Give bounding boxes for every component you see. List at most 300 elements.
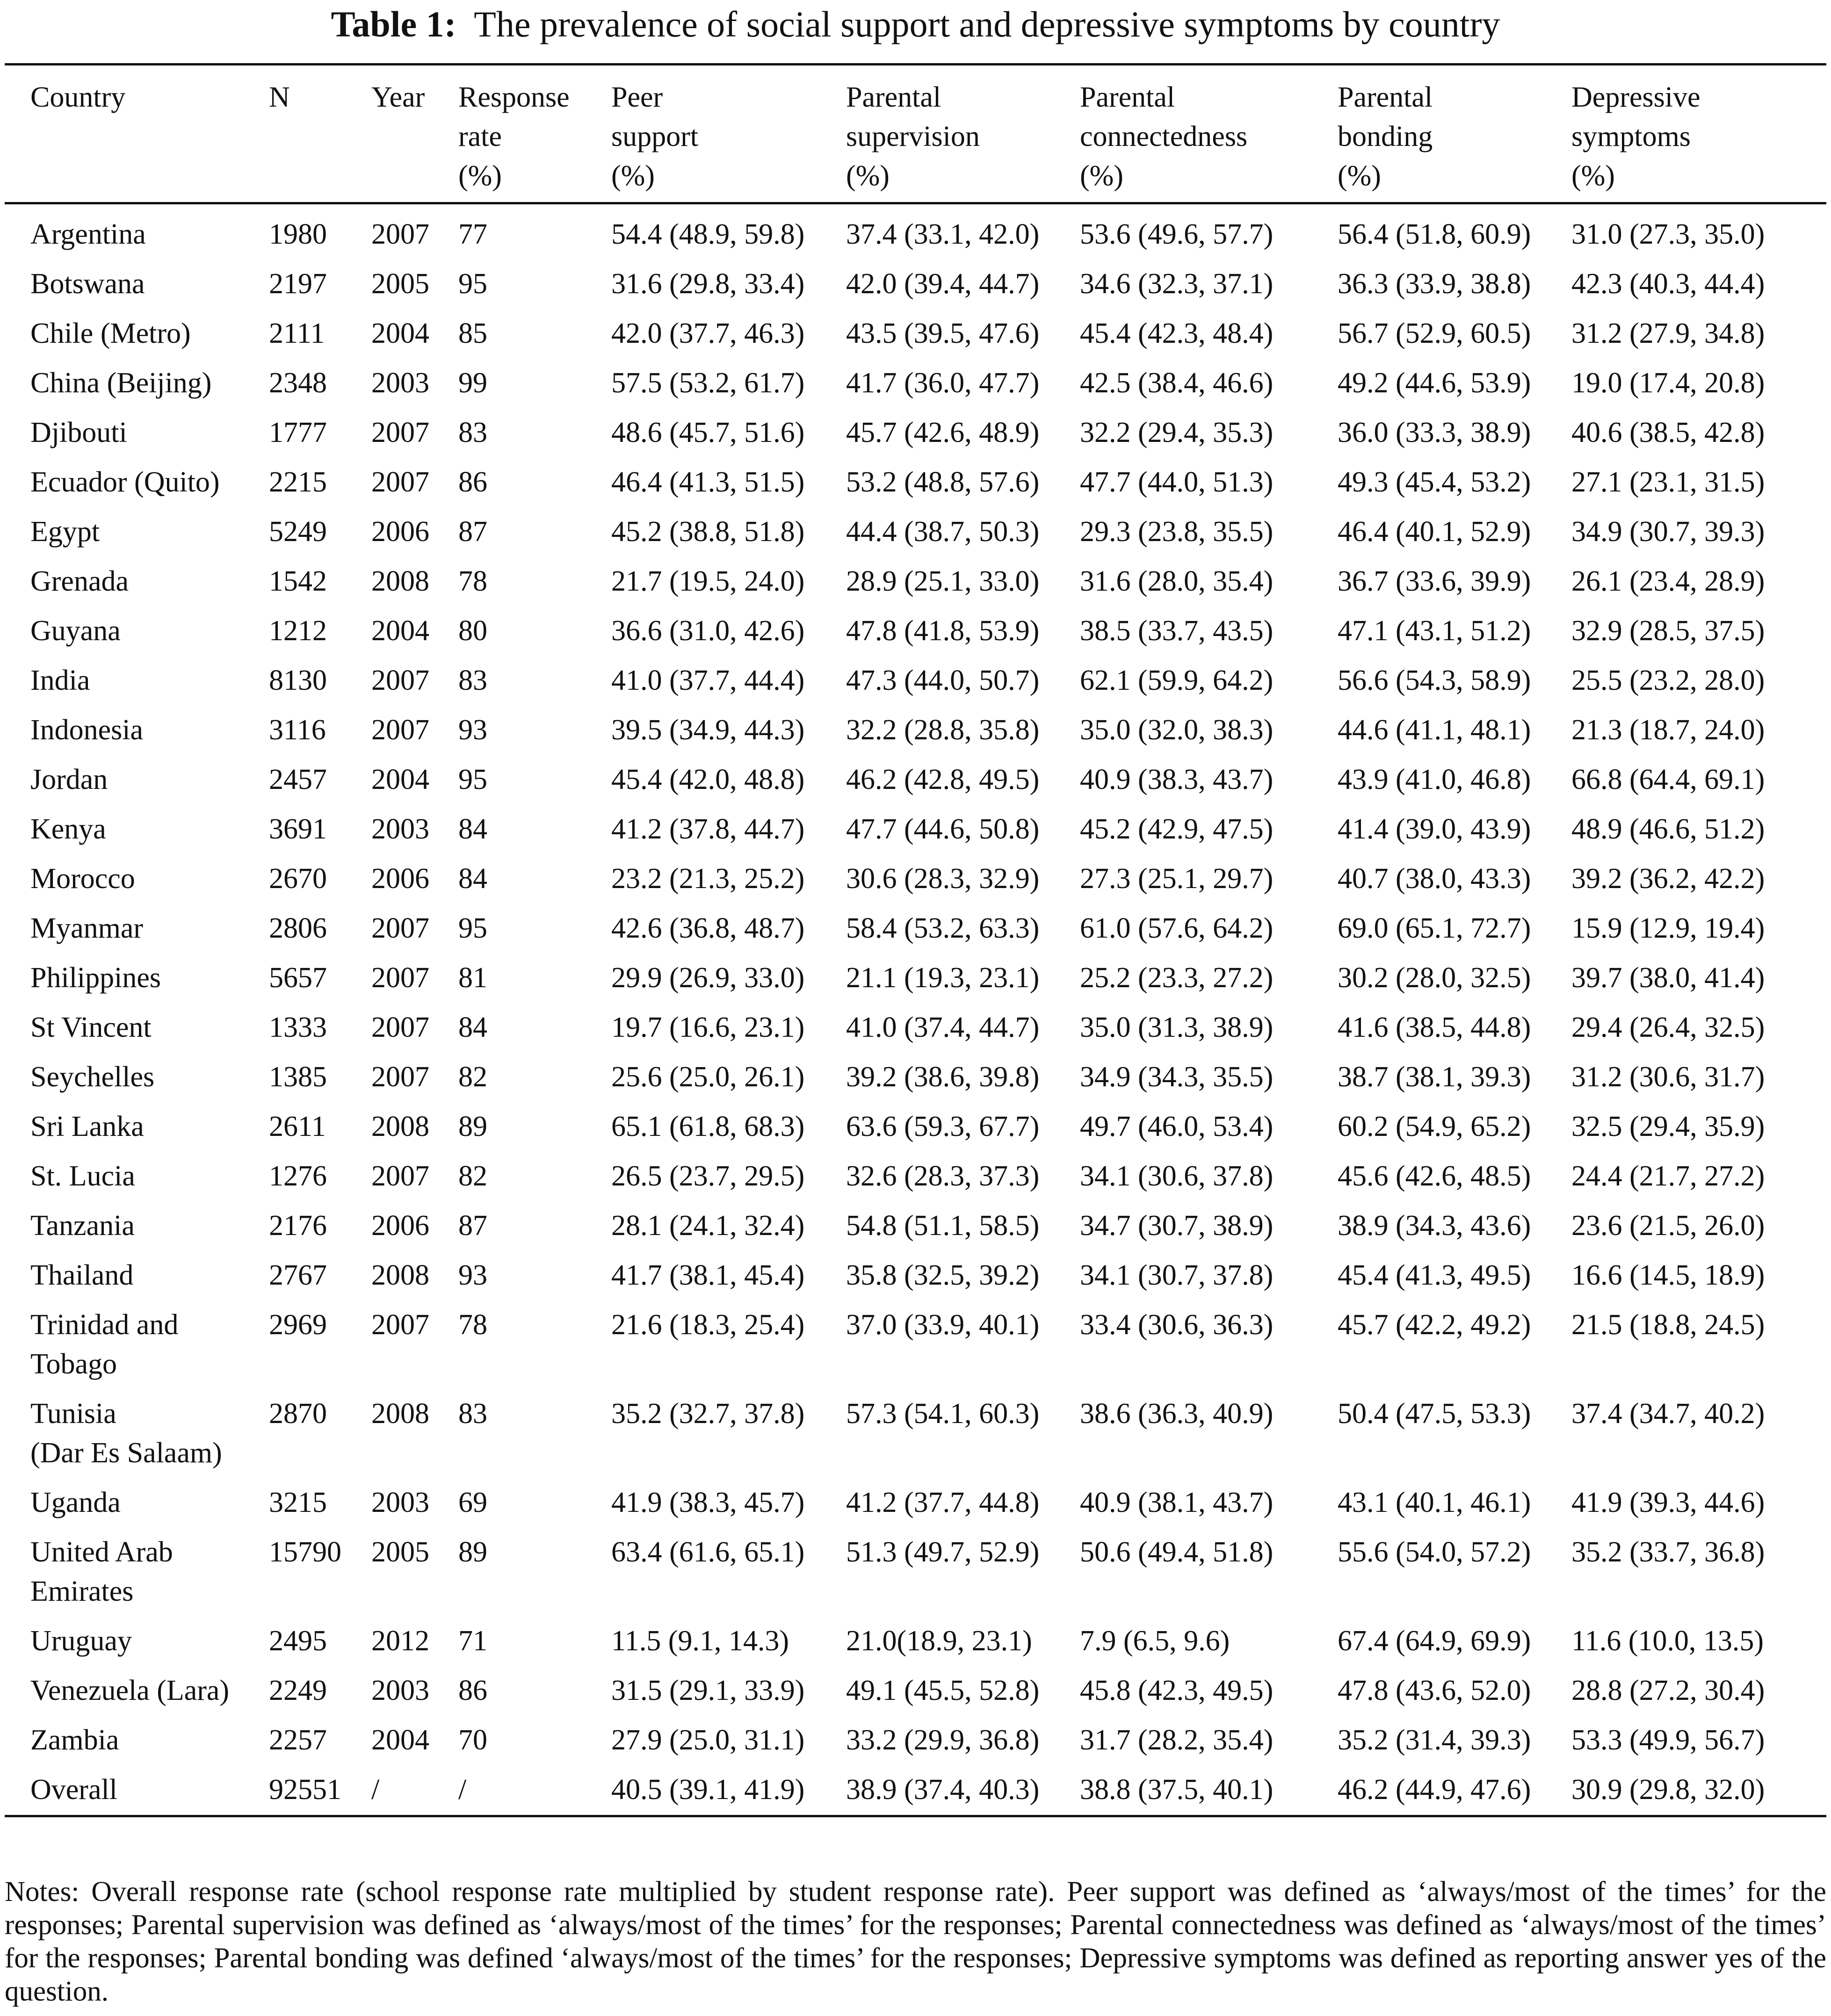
n-cell: 2495 [269, 1625, 327, 1657]
year-cell: 2007 [371, 466, 429, 498]
response-rate-cell: 85 [458, 318, 487, 349]
year-cell: 2012 [371, 1625, 429, 1657]
depressive-symptoms-cell: 27.1 (23.1, 31.5) [1571, 466, 1765, 498]
parental-bonding-cell: 44.6 (41.1, 48.1) [1338, 714, 1531, 746]
country-name-line: Tanzania [30, 1210, 135, 1242]
header-line: support [611, 121, 698, 152]
table-row [5, 1152, 1826, 1201]
country-cell [5, 1003, 269, 1053]
parental-supervision-cell: 32.2 (28.8, 35.8) [846, 714, 1040, 746]
parental-connectedness-cell: 45.2 (42.9, 47.5) [1080, 813, 1274, 845]
depressive-symptoms-cell: 23.6 (21.5, 26.0) [1571, 1210, 1765, 1242]
country-name-line: Argentina [30, 218, 146, 250]
table-row [5, 1102, 1826, 1152]
depressive-symptoms-cell: 24.4 (21.7, 27.2) [1571, 1160, 1765, 1192]
parental-bonding-cell: 67.4 (64.9, 69.9) [1338, 1625, 1531, 1657]
depressive-symptoms-cell: 21.3 (18.7, 24.0) [1571, 714, 1765, 746]
depressive-symptoms-cell: 15.9 (12.9, 19.4) [1571, 912, 1765, 944]
parental-bonding-cell: 47.1 (43.1, 51.2) [1338, 615, 1531, 647]
response-rate-cell: 86 [458, 466, 487, 498]
header-line: (%) [611, 160, 655, 192]
peer-support-cell: 65.1 (61.8, 68.3) [611, 1111, 805, 1142]
n-cell: 2176 [269, 1210, 327, 1242]
depressive-symptoms-cell: 35.2 (33.7, 36.8) [1571, 1536, 1765, 1568]
parental-connectedness-cell: 34.7 (30.7, 38.9) [1080, 1210, 1274, 1242]
year-cell: 2004 [371, 318, 429, 349]
response-rate-cell: 83 [458, 665, 487, 696]
response-rate-cell: 95 [458, 764, 487, 795]
response-rate-cell: 89 [458, 1111, 487, 1142]
parental-connectedness-cell: 35.0 (32.0, 38.3) [1080, 714, 1274, 746]
year-cell: 2005 [371, 1536, 429, 1568]
table-body [5, 203, 1826, 1816]
response-rate-cell: 93 [458, 1259, 487, 1291]
country-cell [5, 755, 269, 805]
n-cell: 1385 [269, 1061, 327, 1093]
response-rate-cell: 95 [458, 912, 487, 944]
peer-support-cell: 45.4 (42.0, 48.8) [611, 764, 805, 795]
country-cell [5, 1201, 269, 1251]
parental-bonding-cell: 38.7 (38.1, 39.3) [1338, 1061, 1531, 1093]
parental-supervision-cell: 38.9 (37.4, 40.3) [846, 1774, 1040, 1806]
n-cell: 2215 [269, 466, 327, 498]
parental-supervision-cell: 41.0 (37.4, 44.7) [846, 1012, 1040, 1043]
country-name-line: India [30, 665, 90, 696]
n-cell: 1276 [269, 1160, 327, 1192]
n-cell: 1542 [269, 565, 327, 597]
response-rate-cell: 87 [458, 516, 487, 548]
parental-connectedness-cell: 38.8 (37.5, 40.1) [1080, 1774, 1274, 1806]
country-cell [5, 1716, 269, 1765]
parental-bonding-cell: 45.6 (42.6, 48.5) [1338, 1160, 1531, 1192]
peer-support-cell: 57.5 (53.2, 61.7) [611, 367, 805, 399]
parental-connectedness-cell: 34.1 (30.7, 37.8) [1080, 1259, 1274, 1291]
table-header [5, 65, 1826, 203]
year-cell: 2003 [371, 813, 429, 845]
depressive-symptoms-cell: 28.8 (27.2, 30.4) [1571, 1675, 1765, 1706]
header-line: Depressive [1571, 81, 1701, 113]
depressive-symptoms-cell: 25.5 (23.2, 28.0) [1571, 665, 1765, 696]
depressive-symptoms-cell: 39.7 (38.0, 41.4) [1571, 962, 1765, 994]
parental-bonding-cell: 35.2 (31.4, 39.3) [1338, 1724, 1531, 1756]
table-row [5, 557, 1826, 607]
country-name-line: Zambia [30, 1724, 119, 1756]
header-row [5, 65, 1826, 203]
parental-bonding-cell: 30.2 (28.0, 32.5) [1338, 962, 1531, 994]
country-cell [5, 203, 269, 260]
country-cell [5, 1102, 269, 1152]
country-name-line: Kenya [30, 813, 106, 845]
year-cell: 2005 [371, 268, 429, 300]
header-line: Peer [611, 81, 663, 113]
year-cell: 2004 [371, 615, 429, 647]
parental-connectedness-cell: 38.6 (36.3, 40.9) [1080, 1398, 1274, 1430]
header-depressive-symptoms [1571, 65, 1826, 203]
parental-bonding-cell: 45.4 (41.3, 49.5) [1338, 1259, 1531, 1291]
year-cell: 2007 [371, 1061, 429, 1093]
n-cell: 92551 [269, 1774, 341, 1806]
country-cell [5, 1666, 269, 1716]
country-cell [5, 1389, 269, 1478]
n-cell: 2348 [269, 367, 327, 399]
parental-bonding-cell: 56.4 (51.8, 60.9) [1338, 218, 1531, 250]
parental-bonding-cell: 69.0 (65.1, 72.7) [1338, 912, 1531, 944]
parental-connectedness-cell: 27.3 (25.1, 29.7) [1080, 863, 1274, 895]
table-caption [0, 0, 1831, 53]
country-cell [5, 1765, 269, 1816]
country-cell [5, 805, 269, 854]
country-name-line: United Arab [30, 1536, 173, 1568]
country-name-line: Uruguay [30, 1625, 132, 1657]
parental-supervision-cell: 58.4 (53.2, 63.3) [846, 912, 1040, 944]
n-cell: 2249 [269, 1675, 327, 1706]
peer-support-cell: 28.1 (24.1, 32.4) [611, 1210, 805, 1242]
n-cell: 2257 [269, 1724, 327, 1756]
parental-connectedness-cell: 34.6 (32.3, 37.1) [1080, 268, 1274, 300]
n-cell: 3116 [269, 714, 326, 746]
depressive-symptoms-cell: 31.2 (30.6, 31.7) [1571, 1061, 1765, 1093]
table-row [5, 1201, 1826, 1251]
table-row [5, 706, 1826, 755]
table-row [5, 1528, 1826, 1617]
country-name-line: Grenada [30, 565, 129, 597]
header-line: (%) [846, 160, 890, 192]
table-row [5, 203, 1826, 260]
parental-connectedness-cell: 34.9 (34.3, 35.5) [1080, 1061, 1274, 1093]
country-cell [5, 458, 269, 507]
response-rate-cell: 78 [458, 1309, 487, 1341]
year-cell: 2007 [371, 714, 429, 746]
peer-support-cell: 45.2 (38.8, 51.8) [611, 516, 805, 548]
peer-support-cell: 35.2 (32.7, 37.8) [611, 1398, 805, 1430]
response-rate-cell: 82 [458, 1061, 487, 1093]
parental-connectedness-cell: 50.6 (49.4, 51.8) [1080, 1536, 1274, 1568]
country-name-line: Venezuela (Lara) [30, 1675, 230, 1706]
table-row [5, 755, 1826, 805]
parental-bonding-cell: 46.2 (44.9, 47.6) [1338, 1774, 1531, 1806]
country-name-line: Morocco [30, 863, 135, 895]
header-parental-connectedness [1080, 65, 1338, 203]
table-row [5, 309, 1826, 359]
year-cell: 2007 [371, 1309, 429, 1341]
depressive-symptoms-cell: 32.5 (29.4, 35.9) [1571, 1111, 1765, 1142]
parental-connectedness-cell: 25.2 (23.3, 27.2) [1080, 962, 1274, 994]
parental-supervision-cell: 63.6 (59.3, 67.7) [846, 1111, 1040, 1142]
parental-connectedness-cell: 62.1 (59.9, 64.2) [1080, 665, 1274, 696]
table-row [5, 805, 1826, 854]
country-cell [5, 1478, 269, 1528]
response-rate-cell: 78 [458, 565, 487, 597]
table-row [5, 1666, 1826, 1716]
header-line: bonding [1338, 121, 1433, 152]
parental-connectedness-cell: 34.1 (30.6, 37.8) [1080, 1160, 1274, 1192]
peer-support-cell: 31.6 (29.8, 33.4) [611, 268, 805, 300]
response-rate-cell: 87 [458, 1210, 487, 1242]
depressive-symptoms-cell: 37.4 (34.7, 40.2) [1571, 1398, 1765, 1430]
depressive-symptoms-cell: 16.6 (14.5, 18.9) [1571, 1259, 1765, 1291]
depressive-symptoms-cell: 19.0 (17.4, 20.8) [1571, 367, 1765, 399]
parental-bonding-cell: 60.2 (54.9, 65.2) [1338, 1111, 1531, 1142]
parental-connectedness-cell: 45.4 (42.3, 48.4) [1080, 318, 1274, 349]
parental-supervision-cell: 37.4 (33.1, 42.0) [846, 218, 1040, 250]
peer-support-cell: 36.6 (31.0, 42.6) [611, 615, 805, 647]
n-cell: 5249 [269, 516, 327, 548]
parental-bonding-cell: 49.3 (45.4, 53.2) [1338, 466, 1531, 498]
peer-support-cell: 27.9 (25.0, 31.1) [611, 1724, 805, 1756]
header-line: Year [371, 81, 425, 113]
country-cell [5, 954, 269, 1003]
country-name-line: Myanmar [30, 912, 144, 944]
depressive-symptoms-cell: 42.3 (40.3, 44.4) [1571, 268, 1765, 300]
country-cell [5, 1617, 269, 1666]
depressive-symptoms-cell: 29.4 (26.4, 32.5) [1571, 1012, 1765, 1043]
country-cell [5, 1301, 269, 1389]
parental-supervision-cell: 45.7 (42.6, 48.9) [846, 417, 1040, 448]
n-cell: 2870 [269, 1398, 327, 1430]
header-line: (%) [1338, 160, 1381, 192]
header-line: Parental [1080, 81, 1175, 113]
parental-bonding-cell: 55.6 (54.0, 57.2) [1338, 1536, 1531, 1568]
parental-supervision-cell: 49.1 (45.5, 52.8) [846, 1675, 1040, 1706]
country-cell [5, 854, 269, 904]
parental-connectedness-cell: 7.9 (6.5, 9.6) [1080, 1625, 1230, 1657]
year-cell: 2006 [371, 516, 429, 548]
peer-support-cell: 42.0 (37.7, 46.3) [611, 318, 805, 349]
parental-bonding-cell: 46.4 (40.1, 52.9) [1338, 516, 1531, 548]
parental-supervision-cell: 54.8 (51.1, 58.5) [846, 1210, 1040, 1242]
country-cell [5, 607, 269, 656]
n-cell: 2670 [269, 863, 327, 895]
parental-connectedness-cell: 40.9 (38.3, 43.7) [1080, 764, 1274, 795]
header-line: (%) [458, 160, 502, 192]
parental-supervision-cell: 30.6 (28.3, 32.9) [846, 863, 1040, 895]
table-row [5, 1478, 1826, 1528]
table-row [5, 1765, 1826, 1816]
header-line: rate [458, 121, 502, 152]
parental-supervision-cell: 57.3 (54.1, 60.3) [846, 1398, 1040, 1430]
year-cell: 2003 [371, 1487, 429, 1518]
parental-connectedness-cell: 42.5 (38.4, 46.6) [1080, 367, 1274, 399]
header-line: Country [30, 81, 126, 113]
country-cell [5, 507, 269, 557]
year-cell: 2004 [371, 764, 429, 795]
n-cell: 8130 [269, 665, 327, 696]
header-line: N [269, 81, 290, 113]
table-row [5, 1053, 1826, 1102]
table-row [5, 1003, 1826, 1053]
parental-supervision-cell: 33.2 (29.9, 36.8) [846, 1724, 1040, 1756]
parental-bonding-cell: 47.8 (43.6, 52.0) [1338, 1675, 1531, 1706]
table-row [5, 954, 1826, 1003]
response-rate-cell: 84 [458, 1012, 487, 1043]
country-cell [5, 1152, 269, 1201]
country-cell [5, 260, 269, 309]
depressive-symptoms-cell: 48.9 (46.6, 51.2) [1571, 813, 1765, 845]
parental-supervision-cell: 35.8 (32.5, 39.2) [846, 1259, 1040, 1291]
table-row [5, 904, 1826, 954]
table-row [5, 1301, 1826, 1389]
parental-bonding-cell: 36.0 (33.3, 38.9) [1338, 417, 1531, 448]
n-cell: 2457 [269, 764, 327, 795]
year-cell: 2003 [371, 1675, 429, 1706]
country-name-line: Overall [30, 1774, 117, 1806]
n-cell: 1980 [269, 218, 327, 250]
year-cell: 2006 [371, 1210, 429, 1242]
country-name-line: Uganda [30, 1487, 121, 1518]
n-cell: 3691 [269, 813, 327, 845]
peer-support-cell: 41.9 (38.3, 45.7) [611, 1487, 805, 1518]
peer-support-cell: 21.6 (18.3, 25.4) [611, 1309, 805, 1341]
country-cell [5, 309, 269, 359]
depressive-symptoms-cell: 32.9 (28.5, 37.5) [1571, 615, 1765, 647]
parental-supervision-cell: 46.2 (42.8, 49.5) [846, 764, 1040, 795]
response-rate-cell: 83 [458, 417, 487, 448]
country-cell [5, 1251, 269, 1301]
year-cell: 2006 [371, 863, 429, 895]
response-rate-cell: 99 [458, 367, 487, 399]
depressive-symptoms-cell: 30.9 (29.8, 32.0) [1571, 1774, 1765, 1806]
depressive-symptoms-cell: 31.0 (27.3, 35.0) [1571, 218, 1765, 250]
country-name-line: Philippines [30, 962, 161, 994]
peer-support-cell: 39.5 (34.9, 44.3) [611, 714, 805, 746]
header-line: (%) [1080, 160, 1123, 192]
n-cell: 5657 [269, 962, 327, 994]
header-line: Parental [1338, 81, 1433, 113]
response-rate-cell: 70 [458, 1724, 487, 1756]
table-row [5, 854, 1826, 904]
header-line: (%) [1571, 160, 1615, 192]
table-notes: Notes: Overall response rate (school response rate multiplied by student response rate). Peer support was defined as ‘always/most of the times’ for the responses; Parental supervision was defined as ‘always/most of the times’ for the responses; Parental connectedness was defined as ‘always/most of the times’ for the responses; Parental bonding was defined ‘always/most of the times’ for the responses; Depressive symptoms was defined as reporting answer yes of the question. [5, 1876, 1826, 2007]
header-line: Parental [846, 81, 941, 113]
country-name-line: St. Lucia [30, 1160, 135, 1192]
header-n [269, 65, 371, 203]
country-name-line: (Dar Es Salaam) [30, 1437, 222, 1469]
parental-connectedness-cell: 38.5 (33.7, 43.5) [1080, 615, 1274, 647]
parental-supervision-cell: 47.3 (44.0, 50.7) [846, 665, 1040, 696]
parental-connectedness-cell: 32.2 (29.4, 35.3) [1080, 417, 1274, 448]
table-label: Table 1: [331, 4, 456, 44]
country-name-line: Djibouti [30, 417, 127, 448]
n-cell: 2767 [269, 1259, 327, 1291]
table-row [5, 1389, 1826, 1478]
year-cell: 2007 [371, 665, 429, 696]
parental-connectedness-cell: 49.7 (46.0, 53.4) [1080, 1111, 1274, 1142]
parental-supervision-cell: 53.2 (48.8, 57.6) [846, 466, 1040, 498]
response-rate-cell: 80 [458, 615, 487, 647]
parental-bonding-cell: 49.2 (44.6, 53.9) [1338, 367, 1531, 399]
parental-supervision-cell: 41.7 (36.0, 47.7) [846, 367, 1040, 399]
header-line: symptoms [1571, 121, 1691, 152]
depressive-symptoms-cell: 31.2 (27.9, 34.8) [1571, 318, 1765, 349]
depressive-symptoms-cell: 11.6 (10.0, 13.5) [1571, 1625, 1764, 1657]
parental-supervision-cell: 37.0 (33.9, 40.1) [846, 1309, 1040, 1341]
table-row [5, 359, 1826, 408]
year-cell: 2007 [371, 962, 429, 994]
peer-support-cell: 46.4 (41.3, 51.5) [611, 466, 805, 498]
parental-supervision-cell: 42.0 (39.4, 44.7) [846, 268, 1040, 300]
peer-support-cell: 11.5 (9.1, 14.3) [611, 1625, 789, 1657]
response-rate-cell: 82 [458, 1160, 487, 1192]
country-cell [5, 557, 269, 607]
country-name-line: Jordan [30, 764, 108, 795]
peer-support-cell: 25.6 (25.0, 26.1) [611, 1061, 805, 1093]
peer-support-cell: 41.0 (37.7, 44.4) [611, 665, 805, 696]
country-name-line: Seychelles [30, 1061, 155, 1093]
table-row [5, 1251, 1826, 1301]
year-cell: / [371, 1774, 380, 1806]
peer-support-cell: 42.6 (36.8, 48.7) [611, 912, 805, 944]
n-cell: 1212 [269, 615, 327, 647]
header-line: connectedness [1080, 121, 1248, 152]
n-cell: 2111 [269, 318, 325, 349]
depressive-symptoms-cell: 66.8 (64.4, 69.1) [1571, 764, 1765, 795]
country-name-line: Chile (Metro) [30, 318, 191, 349]
parental-supervision-cell: 51.3 (49.7, 52.9) [846, 1536, 1040, 1568]
country-name-line: China (Beijing) [30, 367, 212, 399]
year-cell: 2007 [371, 912, 429, 944]
year-cell: 2007 [371, 1160, 429, 1192]
country-name-line: Ecuador (Quito) [30, 466, 220, 498]
response-rate-cell: / [458, 1774, 467, 1806]
country-name-line: Botswana [30, 268, 145, 300]
parental-bonding-cell: 56.6 (54.3, 58.9) [1338, 665, 1531, 696]
country-cell [5, 1528, 269, 1617]
header-country [5, 65, 269, 203]
header-response-rate [458, 65, 611, 203]
peer-support-cell: 54.4 (48.9, 59.8) [611, 218, 805, 250]
parental-bonding-cell: 50.4 (47.5, 53.3) [1338, 1398, 1531, 1430]
parental-bonding-cell: 45.7 (42.2, 49.2) [1338, 1309, 1531, 1341]
table-row [5, 408, 1826, 458]
header-line: Response [458, 81, 570, 113]
response-rate-cell: 84 [458, 863, 487, 895]
n-cell: 3215 [269, 1487, 327, 1518]
year-cell: 2008 [371, 1398, 429, 1430]
depressive-symptoms-cell: 39.2 (36.2, 42.2) [1571, 863, 1765, 895]
peer-support-cell: 41.2 (37.8, 44.7) [611, 813, 805, 845]
table-row [5, 1617, 1826, 1666]
depressive-symptoms-cell: 21.5 (18.8, 24.5) [1571, 1309, 1765, 1341]
n-cell: 2197 [269, 268, 327, 300]
country-name-line: St Vincent [30, 1012, 152, 1043]
peer-support-cell: 26.5 (23.7, 29.5) [611, 1160, 805, 1192]
response-rate-cell: 83 [458, 1398, 487, 1430]
prevalence-table [5, 63, 1826, 1817]
parental-supervision-cell: 39.2 (38.6, 39.8) [846, 1061, 1040, 1093]
year-cell: 2007 [371, 417, 429, 448]
depressive-symptoms-cell: 26.1 (23.4, 28.9) [1571, 565, 1765, 597]
n-cell: 2806 [269, 912, 327, 944]
depressive-symptoms-cell: 53.3 (49.9, 56.7) [1571, 1724, 1765, 1756]
year-cell: 2003 [371, 367, 429, 399]
peer-support-cell: 29.9 (26.9, 33.0) [611, 962, 805, 994]
header-year [371, 65, 458, 203]
parental-connectedness-cell: 31.6 (28.0, 35.4) [1080, 565, 1274, 597]
country-cell [5, 904, 269, 954]
parental-bonding-cell: 38.9 (34.3, 43.6) [1338, 1210, 1531, 1242]
response-rate-cell: 95 [458, 268, 487, 300]
parental-connectedness-cell: 35.0 (31.3, 38.9) [1080, 1012, 1274, 1043]
parental-supervision-cell: 21.1 (19.3, 23.1) [846, 962, 1040, 994]
parental-supervision-cell: 44.4 (38.7, 50.3) [846, 516, 1040, 548]
response-rate-cell: 93 [458, 714, 487, 746]
parental-bonding-cell: 43.9 (41.0, 46.8) [1338, 764, 1531, 795]
country-name-line: Tunisia [30, 1398, 116, 1430]
table-title: The prevalence of social support and depressive symptoms by country [474, 4, 1500, 44]
header-peer-support [611, 65, 846, 203]
header-parental-bonding [1338, 65, 1571, 203]
n-cell: 15790 [269, 1536, 341, 1568]
